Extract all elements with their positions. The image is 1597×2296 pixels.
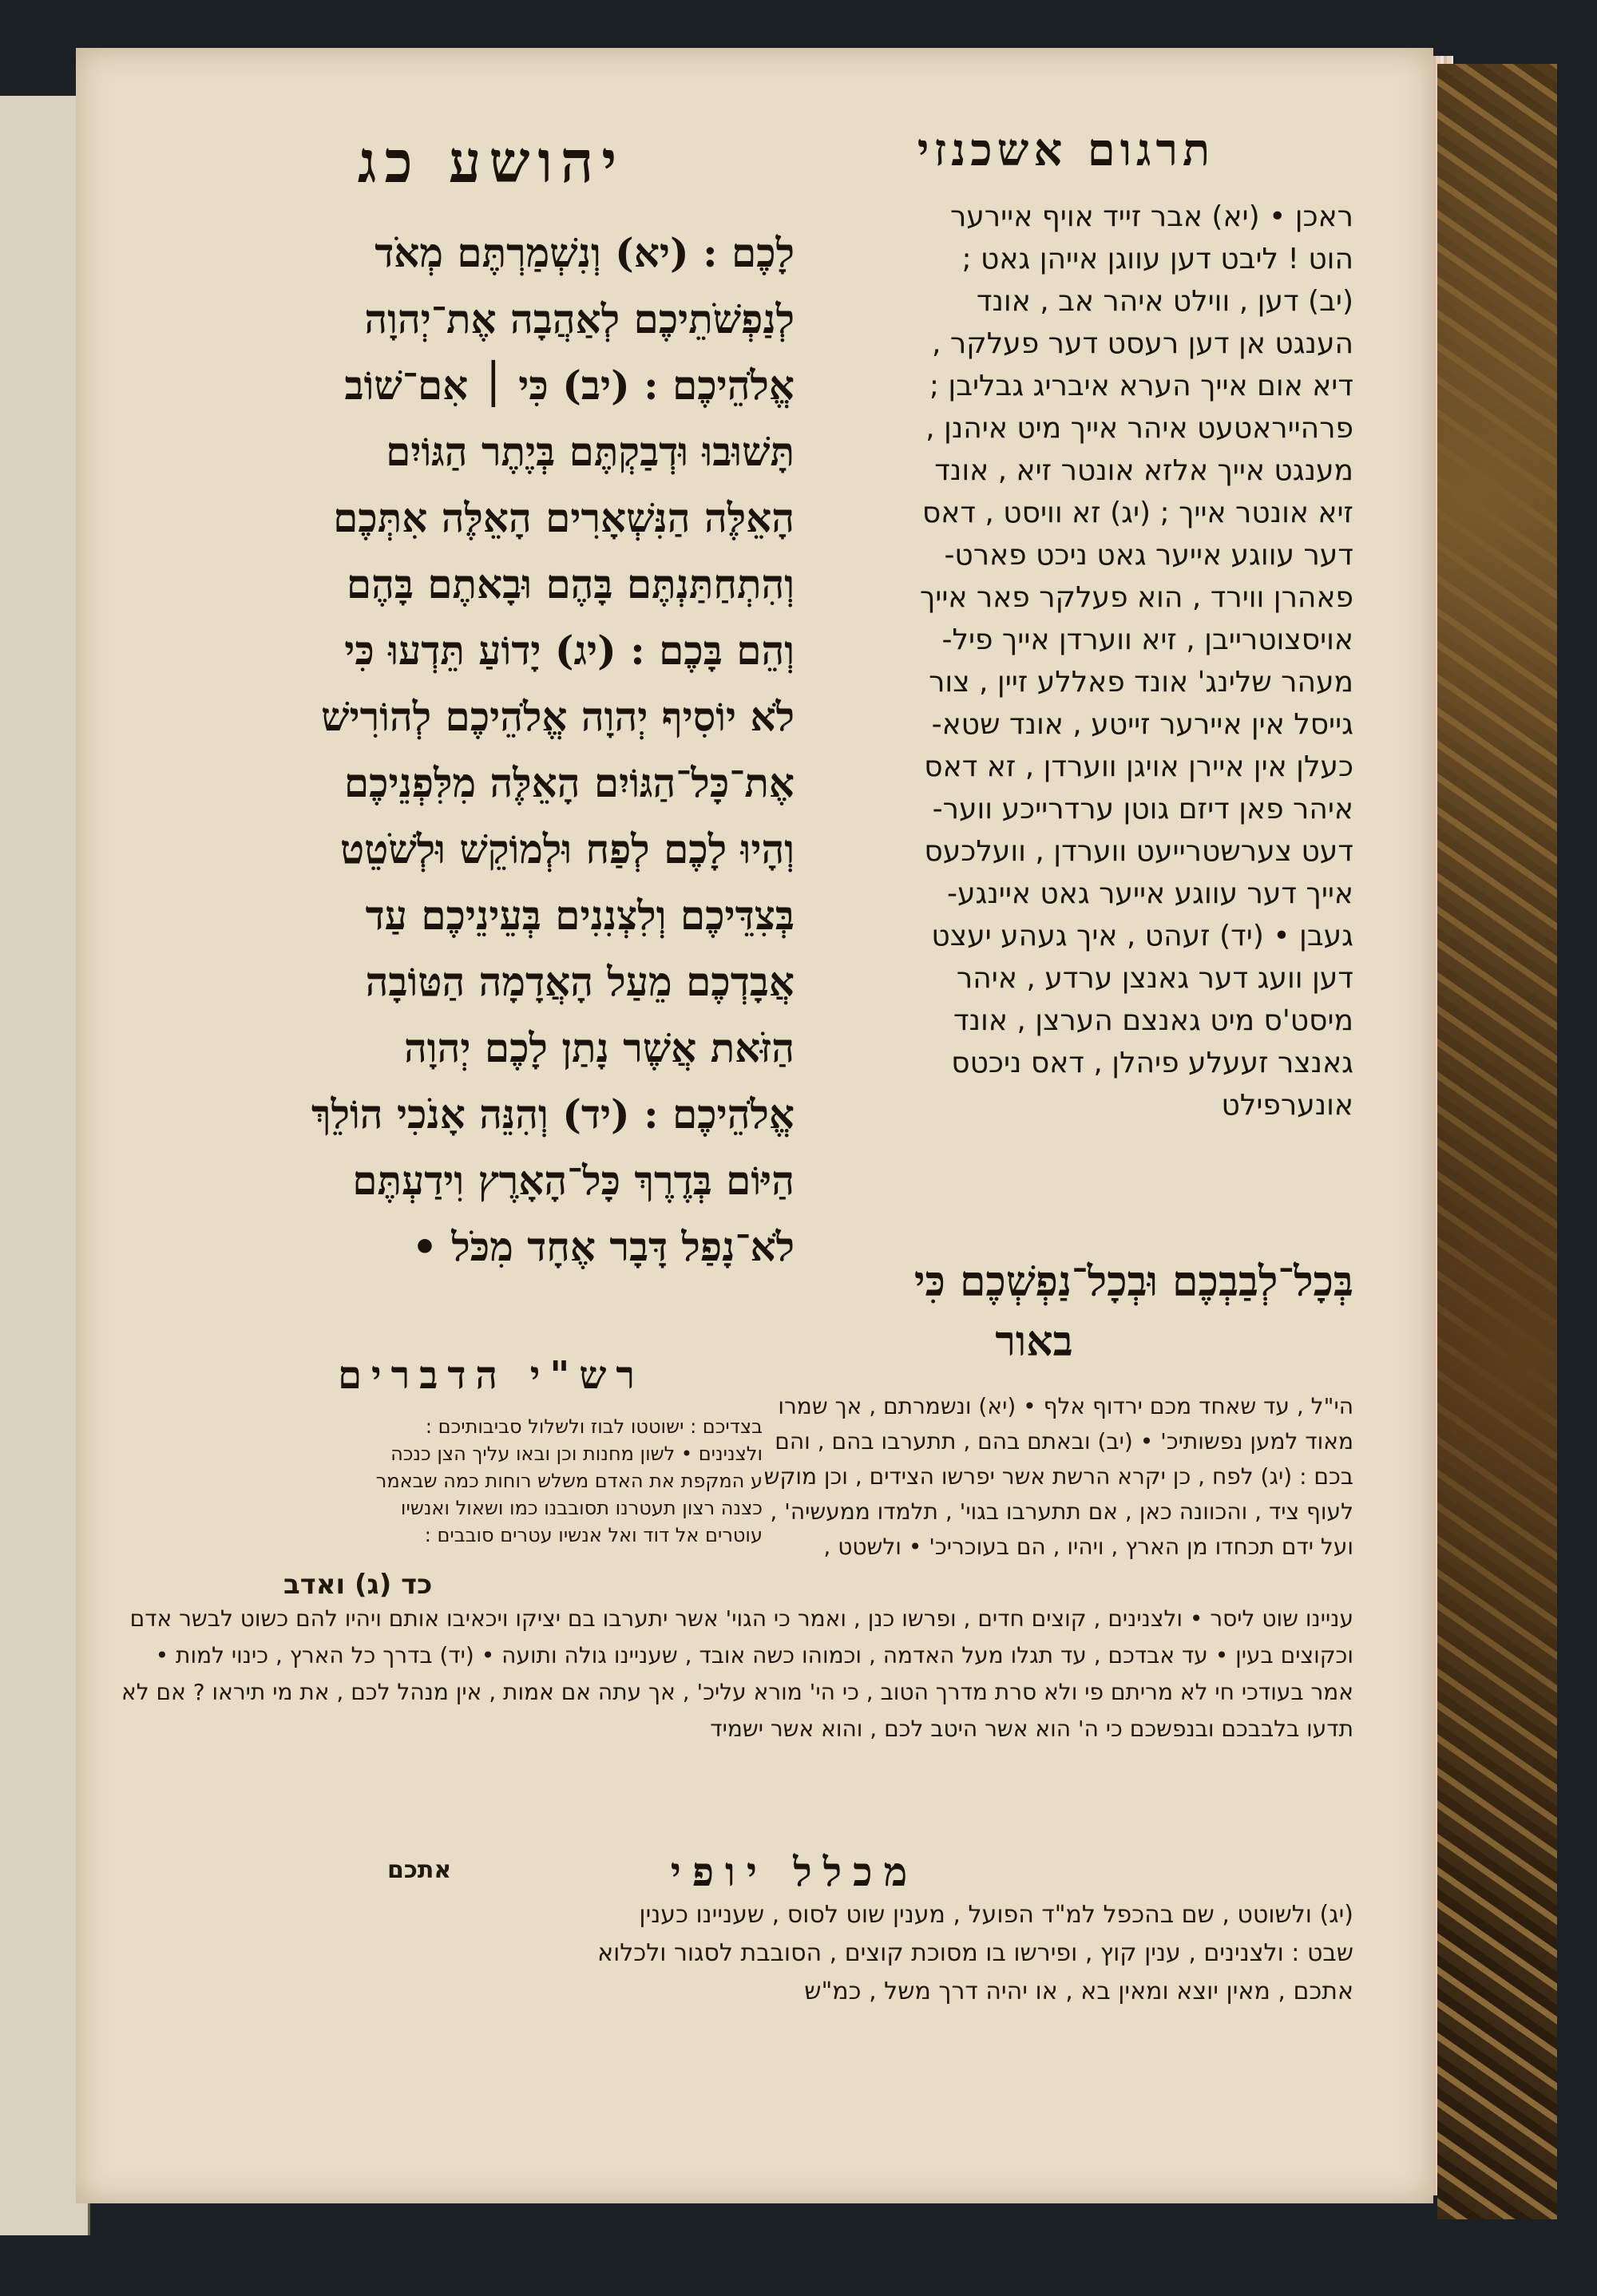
commentary-line: לא מריתם פי ולא סרת מדרך הטוב , כי הי' מורא עליכ' , אך עתה אם אמות , אין מנהל לכם , [336,1679,1208,1705]
catchword: אתכם [387,1856,452,1884]
commentary-line: הי"ל , עד שאחד מכם ירדוף אלף • (יא) [978,1393,1353,1419]
verse-line: אֱלֹהֵיכֶם : (יד) וְהִנֵּה אָנֹכִי הוֹלֵךְ [311,1091,795,1138]
text-line: גאנצר זעעלע פיהלן , דאס ניכטס [951,1047,1353,1079]
verse-line: אֲבָדְכֶם מֵעַל הָאֲדָמָה הַטּוֹבָה [365,958,795,1005]
text-line: מיסט'ס מיט גאנצם הערצן , אונד [953,1004,1353,1037]
verse-line: לָכֶם : (יא) וְנִשְׁמַרְתֶּם מְאֹד [374,229,795,276]
commentary-line: בצדיכם : ישוטטו לבוז ולשלול סביבותיכם : [425,1415,763,1438]
text-line: זיא אונטר אייך ; (יג) זא וויסט , דאס [921,497,1353,529]
text-line: (יב) דען , ווילט איהר אב , אונד [976,285,1353,318]
commentary-line: עוטרים אל דוד ואל אנשיו עטרים סובבים : [424,1524,763,1546]
verse-line: לֹא־נָפַל דָּבָר אֶחָד מִכֹּל • [412,1223,795,1270]
rashi-heading: רש"י הדברים [338,1353,644,1398]
commentary-line: אם תתערבו בגוי' , תלמדו ממעשיה' , ועל ידם תכחדו מן הארץ , ויהיו , הם בעוכריכ' • ולשטט , [770,1498,1353,1560]
commentary-line: את מי תיראו ? אם לא תדעו בלבבכם ובנפשכם כי ה' הוא אשר היטב לכם , והוא אשר ישמיד [121,1679,1353,1742]
commentary-line: ונשמרתם , אך שמרו מאוד למען נפשותיכ' • [778,1393,1353,1455]
yiddish-translation-column [731,196,1353,1126]
book-page [76,48,1433,2203]
biur-commentary-full-width [108,1601,1353,1748]
text-line: ראכן • (יא) אבר זייד אויף איירער [949,200,1353,233]
commentary-line: כצנה רצון תעטרנו תסובבנו כמו ושאול ואנשיו [400,1497,763,1519]
hebrew-verse-column [164,220,795,1280]
text-line: אויסצוטרייבן , זיא ווערדן אייך פיל- [941,623,1353,656]
commentary-line: ולצנינים • לשון מחנות וכן ובאו עליך הצן כנכה [390,1443,763,1465]
text-line: איהר פאן דיזם גוטן ערדרייכע ווער- [932,793,1353,825]
text-line: אונערפילט [1221,1089,1353,1122]
verse-line: תָּשׁוּבוּ וּדְבַקְתֶּם בְּיֶתֶר הַגּוֹיִם [386,428,795,475]
biur-commentary [731,1389,1353,1565]
verse-line: אֱלֹהֵיכֶם : (יב) כִּי ׀ אִם־שׁוֹב [344,362,795,409]
running-header-left: יהושע כג [357,128,625,196]
text-line: גייסל אין איירער זייטע , אונד שטא- [931,708,1353,741]
commentary-line: עניינו שוט ליסר • ולצנינים , קוצים חדים , ופרשו כנן , ואמר כי הגוי' אשר יתערבו בם יציקו [515,1605,1353,1632]
michlol-yofi-commentary [108,1896,1353,2011]
commentary-line: (יג) ולשוטט , שם בהכפל למ"ד הפועל , מענין שוט לסוס , שעניינו כענין [639,1901,1353,1929]
commentary-line: ע המקפת את האדם משלש רוחות כמה שבאמר [375,1470,763,1492]
rashi-end-mark: כד (ג) ואדב [283,1569,433,1601]
michlol-yofi-heading: מכלל יופי [670,1848,919,1895]
verse-line: בְּצִדֵּיכֶם וְלִצְנִנִים בְּעֵינֵיכֶם עַד [365,892,795,939]
text-line: דעט צערשטרייעט ווערדן , וועלכעס [924,835,1353,868]
commentary-line: ויכאיבו אותם ויהיו להם כשוט לבשר אדם וכקוצים בעין • עד אבדכם , עד תגלו מעל האדמה , [129,1605,1353,1669]
commentary-line: בכם : (יג) לפח , כן יקרא הרשת אשר יפרשו [941,1463,1353,1490]
marbled-board [1437,64,1557,2219]
text-line: דער עווגע אייער גאט ניכט פארט- [944,539,1353,572]
rashi-commentary [267,1413,763,1549]
commentary-line: שבט : ולצנינים , ענין קוץ , ופירשו בו מסוכת קוצים , הסובבת לסגור ולכלוא [597,1939,1353,1967]
text-line: פרהייראטעט איהר אייך מיט איהנן , [925,412,1353,445]
verse-line: אֶת־כָּל־הַגּוֹיִם הָאֵלֶּה מִלִּפְנֵיכֶם [343,759,795,806]
verse-line: לֹא יוֹסִיף יְהוָה אֱלֹהֵיכֶם לְהוֹרִישׁ [321,693,795,740]
verse-line: וְהֵם בָּכֶם : (יג) יָדוֹעַ תֵּדְעוּ כִּי [344,627,795,674]
text-line: מעהר שלינג' אונד פאללע זיין , צור [929,666,1353,699]
text-line: כעלן אין איירן אויגן ווערדן , זא דאס [924,750,1353,783]
text-line: דען וועג דער גאנצן ערדע , איהר [956,962,1353,995]
text-line: דיא אום אייך הערא איבריג גבליבן ; [929,370,1353,402]
text-line: הוט ! ליבט דען עווגן אייהן גאט ; [961,243,1353,275]
commentary-line: (יב) ובאתם בהם , תתערבו בהם , והם [775,1428,1133,1455]
commentary-line: וכמוהו כשה אובד , שעניינו גולה ותועה • (יד) בדרך כל הארץ , כינוי למות • אמר בעודכי חי [155,1642,1353,1705]
text-line: אייך דער עווגע אייער גאט איינגע- [947,877,1353,910]
verse-line: וְהָיוּ לָכֶם לְפַח וּלְמוֹקֵשׁ וּלְשֹׁטֵט [339,825,795,873]
verse-line: וְהִתְחַתַּנְתֶּם בָּהֶם וּבָאתֶם בָּהֶם [346,560,795,608]
verse-line: הַזֹּאת אֲשֶׁר נָתַן לָכֶם יְהוָה [404,1024,795,1071]
verse-line: הַיּוֹם בְּדֶרֶךְ כָּל־הָאָרֶץ וִידַעְתֶּם [352,1157,795,1204]
commentary-line: הצידים , וכן מוקש לעוף ציד , והכוונה כאן , [763,1463,1353,1525]
text-line: פאהרן ווירד , הוא פעלקר פאר אייך [919,581,1353,614]
verse-line: לְנַפְשֹׁתֵיכֶם לְאַהֲבָה אֶת־יְהוָה [364,295,795,342]
commentary-line: אתכם , מאין יוצא ומאין בא , או יהיה דרך משל , כמ"ש [804,1977,1353,2005]
text-line: הענגט אן דען רעסט דער פעלקר , [931,327,1353,360]
verse-line: הָאֵלֶּה הַנִּשְׁאָרִים הָאֵלֶּה אִתְּכֶם [333,494,795,541]
full-width-verse-line: בְּכָל־לְבַבְכֶם וּבְכָל־נַפְשְׁכֶם כִּי [913,1257,1353,1306]
text-line: מענגט אייך אלזא אונטר זיא , אונד [934,454,1353,487]
biur-heading: באור [995,1317,1073,1366]
text-line: געבן • (יד) זעהט , איך געהע יעצט [931,920,1353,952]
running-header-right: תרגום אשכנזי [917,124,1215,176]
